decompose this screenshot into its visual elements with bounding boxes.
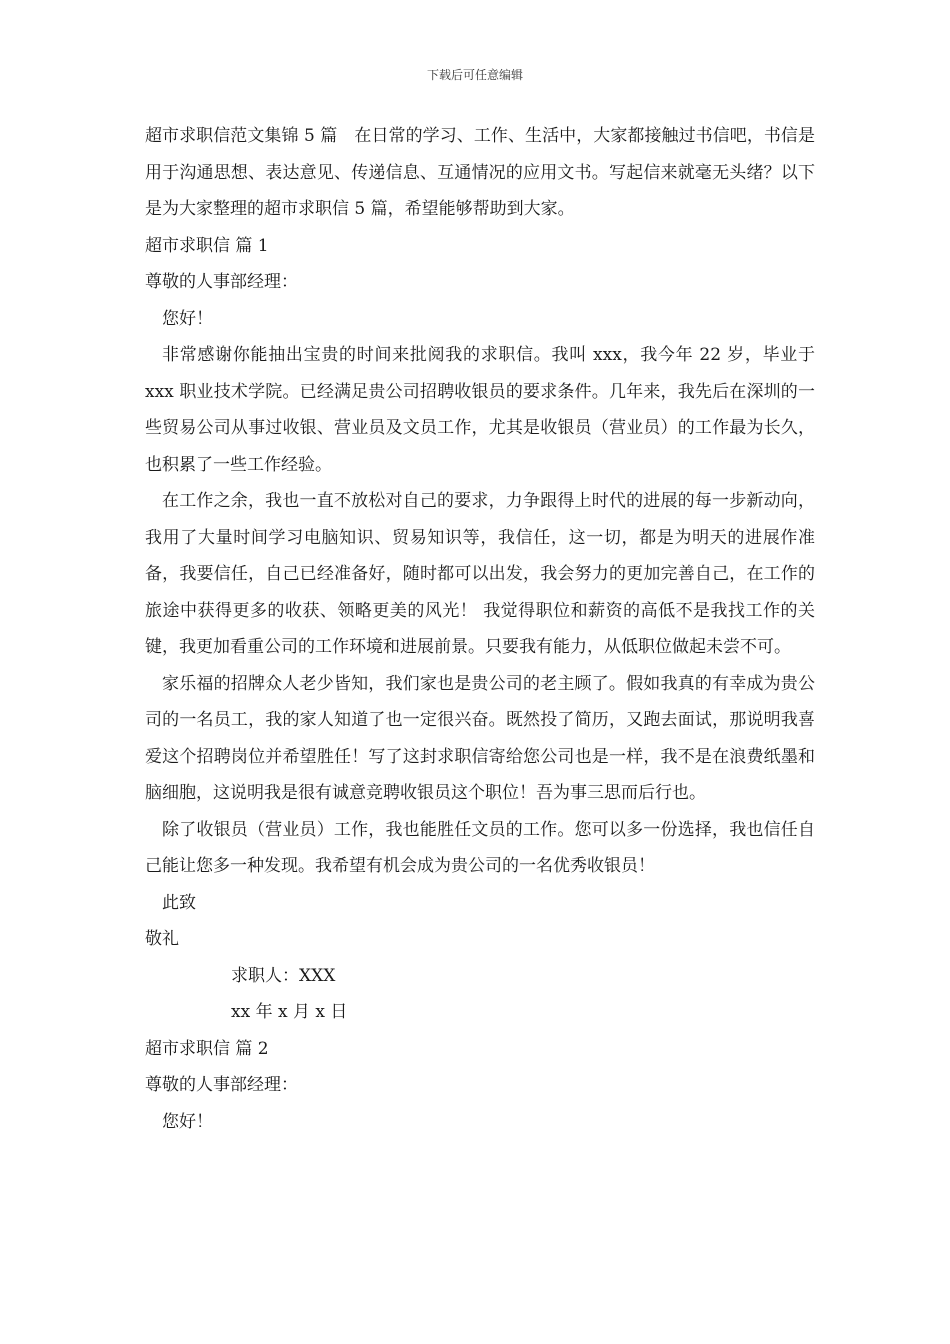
intro-paragraph: 超市求职信范文集锦 5 篇 在日常的学习、工作、生活中，大家都接触过书信吧，书信是用于沟通思想、表达意见、传递信息、互通情况的应用文书。写起信来就毫无头绪？以下是为大家整理的超市求职信 5 篇，希望能够帮助到大家。 bbox=[145, 126, 815, 219]
letter1-date: xx 年 x 月 x 日 bbox=[231, 1002, 348, 1022]
letter1-paragraph: 除了收银员（营业员）工作，我也能胜任文员的工作。您可以多一份选择，我也信任自己能让您多一种发现。我希望有机会成为贵公司的一名优秀收银员！ bbox=[145, 819, 815, 876]
letter1-paragraph: 在工作之余，我也一直不放松对自己的要求，力争跟得上时代的进展的每一步新动向，我用了大量时间学习电脑知识、贸易知识等，我信任，这一切，都是为明天的进展作准备，我要信任，自己已经准备好，随时都可以出发，我会努力的更加完善自己，在工作的旅途中获得更多的收获、领略更美的风光！ 我觉得职位和薪资的高低不是我找工作的关键，我更加看重公司的工作环境和进展前景。只要我有能力，从低职位做起未尝不可。 bbox=[145, 491, 815, 657]
letter1-title: 超市求职信 篇 1 bbox=[145, 235, 269, 256]
letter2-salutation: 尊敬的人事部经理： bbox=[145, 1075, 298, 1095]
letter1-greeting: 您好！ bbox=[162, 308, 213, 329]
page-header: 下载后可任意编辑 bbox=[426, 68, 523, 82]
letter1-salutation: 尊敬的人事部经理： bbox=[145, 272, 298, 292]
letter2-greeting: 您好！ bbox=[162, 1111, 213, 1132]
document-body bbox=[145, 118, 815, 1140]
letter1-paragraph: 家乐福的招牌众人老少皆知，我们家也是贵公司的老主顾了。假如我真的有幸成为贵公司的一名员工，我的家人知道了也一定很兴奋。既然投了简历，又跑去面试，那说明我喜爱这个招聘岗位并希望胜任！写了这封求职信寄给您公司也是一样，我不是在浪费纸墨和脑细胞，这说明我是很有诚意竞聘收银员这个职位！吾为事三思而后行也。 bbox=[145, 673, 815, 803]
letter2-title: 超市求职信 篇 2 bbox=[145, 1038, 269, 1059]
letter1-paragraph: 非常感谢你能抽出宝贵的时间来批阅我的求职信。我叫 xxx，我今年 22 岁，毕业于 xxx 职业技术学院。已经满足贵公司招聘收银员的要求条件。几年来，我先后在深圳的一些贸易公司从事过收银、营业员及文员工作，尤其是收银员（营业员）的工作最为长久，也积累了一些工作经验。 bbox=[145, 345, 815, 475]
letter1-regards: 敬礼 bbox=[145, 929, 179, 949]
letter1-closing: 此致 bbox=[162, 892, 196, 913]
letter1-signer: 求职人：XXX bbox=[231, 965, 336, 986]
